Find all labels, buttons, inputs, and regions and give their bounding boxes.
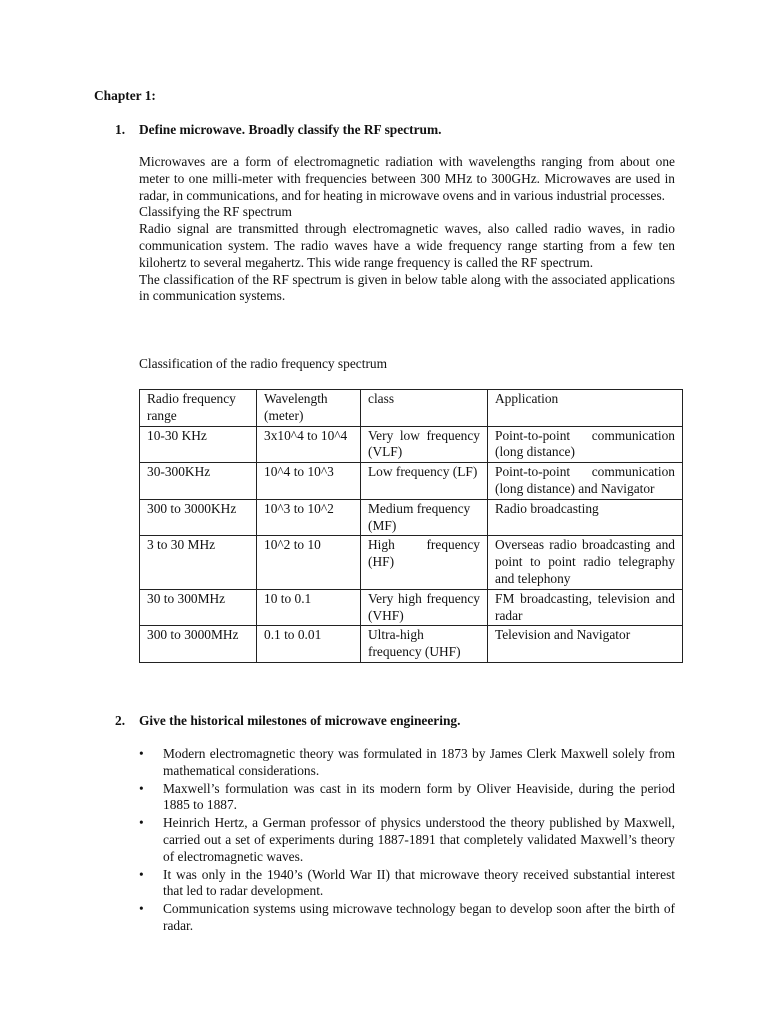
question-1-heading [115,122,675,139]
header-cell: Radio frequency range [140,390,257,427]
table-cell: 10 to 0.1 [257,589,361,626]
table-cell: Television and Navigator [488,626,683,663]
list-item-text: Communication systems using microwave technology began to develop soon after the birth of radar. [163,901,675,933]
list-item-text: It was only in the 1940’s (World War II) that microwave theory received substantial interest that led to radar development. [163,866,675,899]
list-item [139,901,675,935]
table-caption: Classification of the radio frequency spectrum [139,356,388,371]
list-item [139,867,675,901]
answer-subheading: Classifying the RF spectrum [139,204,292,220]
table-cell: 30 to 300MHz [140,589,257,626]
table-cell: 10^3 to 10^2 [257,499,361,536]
bullet-glyph: • [139,866,144,882]
question-2-number: 2. [115,713,126,728]
table-cell: Medium frequency (MF) [361,499,488,536]
milestones-list [139,746,675,936]
list-item [139,746,675,780]
table-cell: Ultra-high frequency (UHF) [361,626,488,663]
question-2-heading [115,713,675,730]
table-cell: Very low frequency (VLF) [361,426,488,463]
table-row [140,426,683,463]
bullet-glyph: • [139,746,144,761]
table-cell: 0.1 to 0.01 [257,626,361,663]
header-cell: class [361,390,488,427]
table-cell: Point-to-point communication (long distance) [488,426,683,463]
table-cell: 3x10^4 to 10^4 [257,426,361,463]
answer-paragraph: Microwaves are a form of electromagnetic radiation with wavelengths ranging from about one meter to one milli-meter with frequencies between 300 MHz to 300GHz. Microwaves are used in radar, in communications, and for heating in microwave ovens and in various industrial processes. [139,154,675,203]
table-row [140,589,683,626]
bullet-glyph: • [139,901,144,917]
table-row [140,626,683,663]
table-cell: 10-30 KHz [140,426,257,463]
list-item-text: Modern electromagnetic theory was formulated in 1873 by James Clerk Maxwell solely from mathematical considerations. [163,746,675,778]
table-cell: 30-300KHz [140,463,257,500]
table-cell: 300 to 3000MHz [140,626,257,663]
rf-spectrum-table [139,389,683,663]
table-cell: Very high frequency (VHF) [361,589,488,626]
list-item [139,815,675,865]
table-cell: 3 to 30 MHz [140,536,257,589]
table-cell: Overseas radio broadcasting and point to point radio telegraphy and telephony [488,536,683,589]
answer-paragraph: Radio signal are transmitted through electromagnetic waves, also called radio waves, in radio communication system. The radio waves have a wide frequency range starting from a few ten kilohertz to several megahertz. This wide range frequency is called the RF spectrum. [139,221,675,270]
question-1-title: Define microwave. Broadly classify the RF spectrum. [139,122,442,137]
header-cell: Application [488,390,683,427]
list-item [139,781,675,815]
table-row [140,463,683,500]
bullet-glyph: • [139,815,144,831]
table-cell: 10^4 to 10^3 [257,463,361,500]
list-item-text: Heinrich Hertz, a German professor of physics understood the theory published by Maxwell, carried out a set of experiments during 1887-1891 that completely validated Maxwell’s theory of electromagnetic waves. [163,815,675,864]
table-cell: 10^2 to 10 [257,536,361,589]
question-1-answer [139,154,675,305]
table-row [140,499,683,536]
table-row [140,536,683,589]
header-cell: Wavelength (meter) [257,390,361,427]
table-cell: FM broadcasting, television and radar [488,589,683,626]
answer-paragraph: The classification of the RF spectrum is given in below table along with the associated applications in communication systems. [139,271,675,304]
table-cell: Low frequency (LF) [361,463,488,500]
bullet-glyph: • [139,780,144,796]
table-cell: Radio broadcasting [488,499,683,536]
question-2-title: Give the historical milestones of microwave engineering. [139,713,461,728]
table-cell: 300 to 3000KHz [140,499,257,536]
table-header-row [140,390,683,427]
table-cell: Point-to-point communication (long distance) and Navigator [488,463,683,500]
table-cell: High frequency (HF) [361,536,488,589]
chapter-heading: Chapter 1: [94,88,156,103]
question-1-number: 1. [115,122,126,137]
list-item-text: Maxwell’s formulation was cast in its modern form by Oliver Heaviside, during the period 1885 to 1887. [163,780,675,813]
